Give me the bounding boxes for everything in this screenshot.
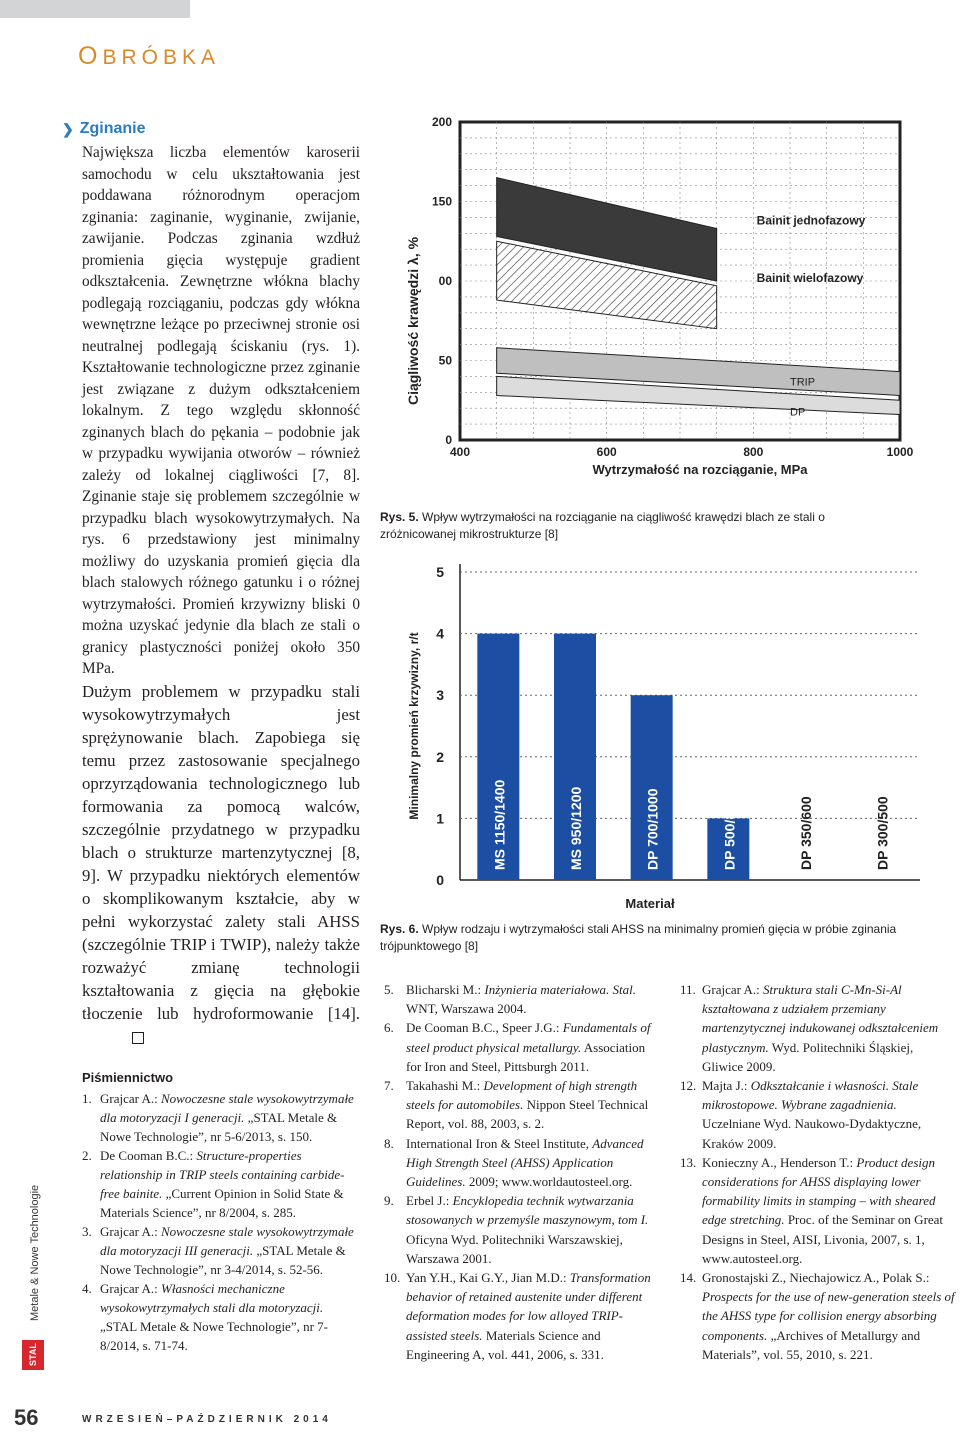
article-column [62,120,360,1355]
category-label: MS 1150/1400 [491,779,508,870]
y-tick-label: 0 [445,433,452,447]
y-tick-label: 4 [436,625,444,642]
brand-text: Metale & Nowe Technologie [29,1184,41,1321]
chart-5 [380,110,940,500]
category-label: MS 950/1200 [568,786,584,870]
category-label: DP 700/1000 [644,788,661,870]
article-heading: ❯ Zginanie [62,120,146,137]
reference-number: 10. [384,1270,401,1286]
reference-number: 1. [82,1090,92,1106]
y-axis-label: Ciągliwość krawędzi λ, % [405,236,421,406]
x-tick-label: 800 [743,445,764,459]
section-title: OBRÓBKA [78,42,220,70]
reference-text: De Cooman B.C., Speer J.G.: Fundamentals of steel product physical metallurgy. Association for Iron and Steel, Pittsburgh 2011. [406,1020,651,1074]
series-label: Bainit jednofazowy [756,213,866,228]
references-title: Piśmiennictwo [82,1069,174,1085]
reference-item [384,1134,660,1192]
figure-6-caption: Rys. 6. Wpływ rodzaju i wytrzymałości stali AHSS na minimalny promień gięcia w próbie zginania trójpunktowego [8] [380,922,897,953]
chart-6 [380,550,940,912]
category-label: DP 300/500 [874,796,891,870]
reference-text: Takahashi M.: Development of high strength steels for automobiles. Nippon Steel Technical Report, vol. 88, 2003, s. 2. [406,1078,649,1132]
sidebar-brand [20,1180,46,1370]
reference-text: De Cooman B.C.: Structure-properties relationship in TRIP steels containing carbide-free bainite. „Current Opinion in Solid State & Materials Science”, nr 8/2004, s. 285. [100,1147,345,1220]
y-tick-label: 0 [436,872,444,888]
reference-item [82,1089,360,1146]
series-label: DP [790,406,806,419]
article-paragraph: Dużym problemem w przypadku stali wysokowytrzymałych jest sprężynowanie blach. Zapobiega się temu przez zastosowanie specjalnego oprzyrządowania technologicznego lub formowania za pomocą walców, szczególnie przydatnego w przypadku blach o strukturze martenzytycznej [8, 9]. W przypadku niektórych elementów o skomplikowanym kształcie, aby w pełni wykorzystać zalety stali AHSS (szczególnie TRIP i TWIP), należy także rozważyć zmianę technologii kształtowania z gięcia na głębokie tłoczenie lub hydroformowanie [14]. [82,680,360,1048]
page-number: 56 [14,1405,39,1430]
reference-text: Grajcar A.: Nowoczesne stale wysokowytrzymałe dla motoryzacji I generacji. „STAL Metale & Nowe Technologie”, nr 5-6/2013, s. 150. [100,1090,354,1144]
reference-text: Konieczny A., Henderson T.: Product design considerations for AHSS displaying lower formability limits in stamping – with sheared edge stretching. Proc. of the Seminar on Great Designs in Steel, AISI, Livonia, 2007, s. 1, www.autosteel.org. [702,1154,944,1266]
article-paragraph: Największa liczba elementów karoserii samochodu w celu ukształtowania jest poddawana różnorodnym operacjom zginania: zaginanie, wyginanie, zwijanie, zawijanie. Podczas zginania wzdłuż promienia gięcia występuje gradient odkształcenia. Zewnętrzne włókna blachy podlegają rozciąganiu, podczas gdy włókna wewnętrzne leżące po przeciwnej stronie osi neutralnej podlegają ściskaniu (rys. 1). Kształtowanie technologiczne przez zginanie jest związane z dużym odkształceniem lokalnym. Z tego względu skłonność zginanych blach do pękania – podobnie jak w przypadku wywijania otworów – również zależy od lokalnej ciągliwości [7, 8]. Zginanie staje się problemem szczególnie w przypadku blach wysokowytrzymałych. Na rys. 6 przedstawiony jest minimalny możliwy do uzyskania promień gięcia dla blach stalowych różnego gatunku i o różnej wytrzymałości. Promień krzywizny bliski 0 można uzyskać jedynie dla blach ze stali o granicy plastyczności poniżej około 350 MPa. [82,144,360,677]
reference-item [680,980,956,1076]
reference-item [384,1191,660,1268]
x-tick-label: 1000 [886,445,914,459]
figure-5 [380,110,940,543]
y-axis-label: Minimalny promień krzywizny, r/t [407,632,421,820]
reference-number: 3. [82,1223,92,1239]
issue-date: WRZESIEŃ–PAŹDZIERNIK 2014 [82,1414,332,1425]
reference-item [680,1153,956,1268]
reference-text: Grajcar A.: Nowoczesne stale wysokowytrzymałe dla motoryzacji III generacji. „STAL Metale & Nowe Technologie”, nr 3-4/2014, s. 52-56. [100,1223,354,1277]
reference-number: 5. [384,982,394,997]
series-label: TRIP [790,376,816,389]
reference-number: 7. [384,1078,394,1094]
reference-item [82,1222,360,1279]
y-tick-label: 200 [431,115,452,129]
x-axis-label: Wytrzymałość na rozciąganie, MPa [592,462,808,477]
reference-number: 4. [82,1280,92,1296]
reference-number: 12. [680,1078,697,1094]
reference-text: Majta J.: Odkształcanie i własności. Stale mikrostopowe. Wybrane zagadnienia. Uczelniane Wyd. Naukowo-Dydaktyczne, Kraków 2009. [702,1078,922,1151]
reference-number: 11. [680,982,696,997]
reference-item [384,1076,660,1134]
reference-text: Grajcar A.: Własności mechaniczne wysokowytrzymałych stali dla motoryzacji. „STAL Metale & Nowe Technologie”, nr 7-8/2014, s. 71-74. [100,1280,329,1353]
x-tick-label: 600 [596,445,617,459]
reference-item [384,1018,660,1076]
figure-6 [380,550,940,955]
reference-item [82,1146,360,1222]
y-tick-label: 1 [436,810,444,827]
end-square-icon [132,1032,144,1044]
reference-text: Grajcar A.: Struktura stali C-Mn-Si-Al kształtowana z udziałem przemiany martenzytycznej indukowanej odkształceniem plastycznym. Wyd. Politechniki Śląskiej, Gliwice 2009. [702,982,939,1074]
reference-number: 6. [384,1020,394,1036]
reference-number: 13. [680,1154,697,1170]
y-tick-label: 50 [438,353,452,368]
reference-text: Gronostajski Z., Niechajowicz A., Polak S.: Prospects for the use of new-generation steels of the AHSS type for collision energy absorbing components. „Archives of Metallurgy and Materials”, vol. 55, 2010, s. 221. [702,1270,955,1362]
reference-item [384,1268,660,1364]
references-column-2 [384,980,660,1364]
header-bar [0,0,190,18]
reference-item [680,1076,956,1153]
reference-text: Blicharski M.: Inżynieria materiałowa. Stal. WNT, Warszawa 2004. [406,982,637,1017]
reference-text: International Iron & Steel Institute, Advanced High Strength Steel (AHSS) Application Guidelines. 2009; www.worldautosteel.org. [406,1135,644,1190]
figure-5-caption: Rys. 5. Wpływ wytrzymałości na rozciąganie na ciągliwość krawędzi blach ze stali o zróżnicowanej mikrostrukturze [8] [380,510,825,541]
reference-item [82,1279,360,1355]
chevron-right-icon: ❯ [62,120,74,137]
category-label: DP 350/600 [798,796,814,870]
y-tick-label: 00 [438,274,452,288]
series-label: Bainit wielofazowy [756,270,864,285]
y-tick-label: 2 [436,748,444,765]
y-tick-label: 5 [436,564,444,580]
y-tick-label: 150 [431,194,452,209]
reference-number: 14. [680,1270,697,1286]
reference-number: 2. [82,1147,92,1163]
reference-item [680,1268,956,1364]
reference-item [384,980,660,1018]
x-tick-label: 400 [449,445,471,459]
reference-text: Erbel J.: Encyklopedia technik wytwarzania stosowanych w przemyśle maszynowym, tom I. Oficyna Wyd. Politechniki Warszawskiej, Warszawa 2001. [406,1193,649,1266]
stal-logo: STAL [22,1340,44,1370]
y-tick-label: 3 [436,687,444,704]
category-label: DP 500/800 [721,796,738,870]
x-axis-label: Materiał [625,896,675,911]
reference-text: Yan Y.H., Kai G.Y., Jian M.D.: Transformation behavior of retained austenite under different deformation modes for low alloyed TRIP-assisted steels. Materials Science and Engineering A, vol. 441, 2006, s. 331. [406,1270,651,1362]
references-list [82,1089,360,1355]
reference-number: 9. [384,1193,394,1209]
reference-number: 8. [384,1135,394,1151]
references-column-3 [680,980,956,1364]
